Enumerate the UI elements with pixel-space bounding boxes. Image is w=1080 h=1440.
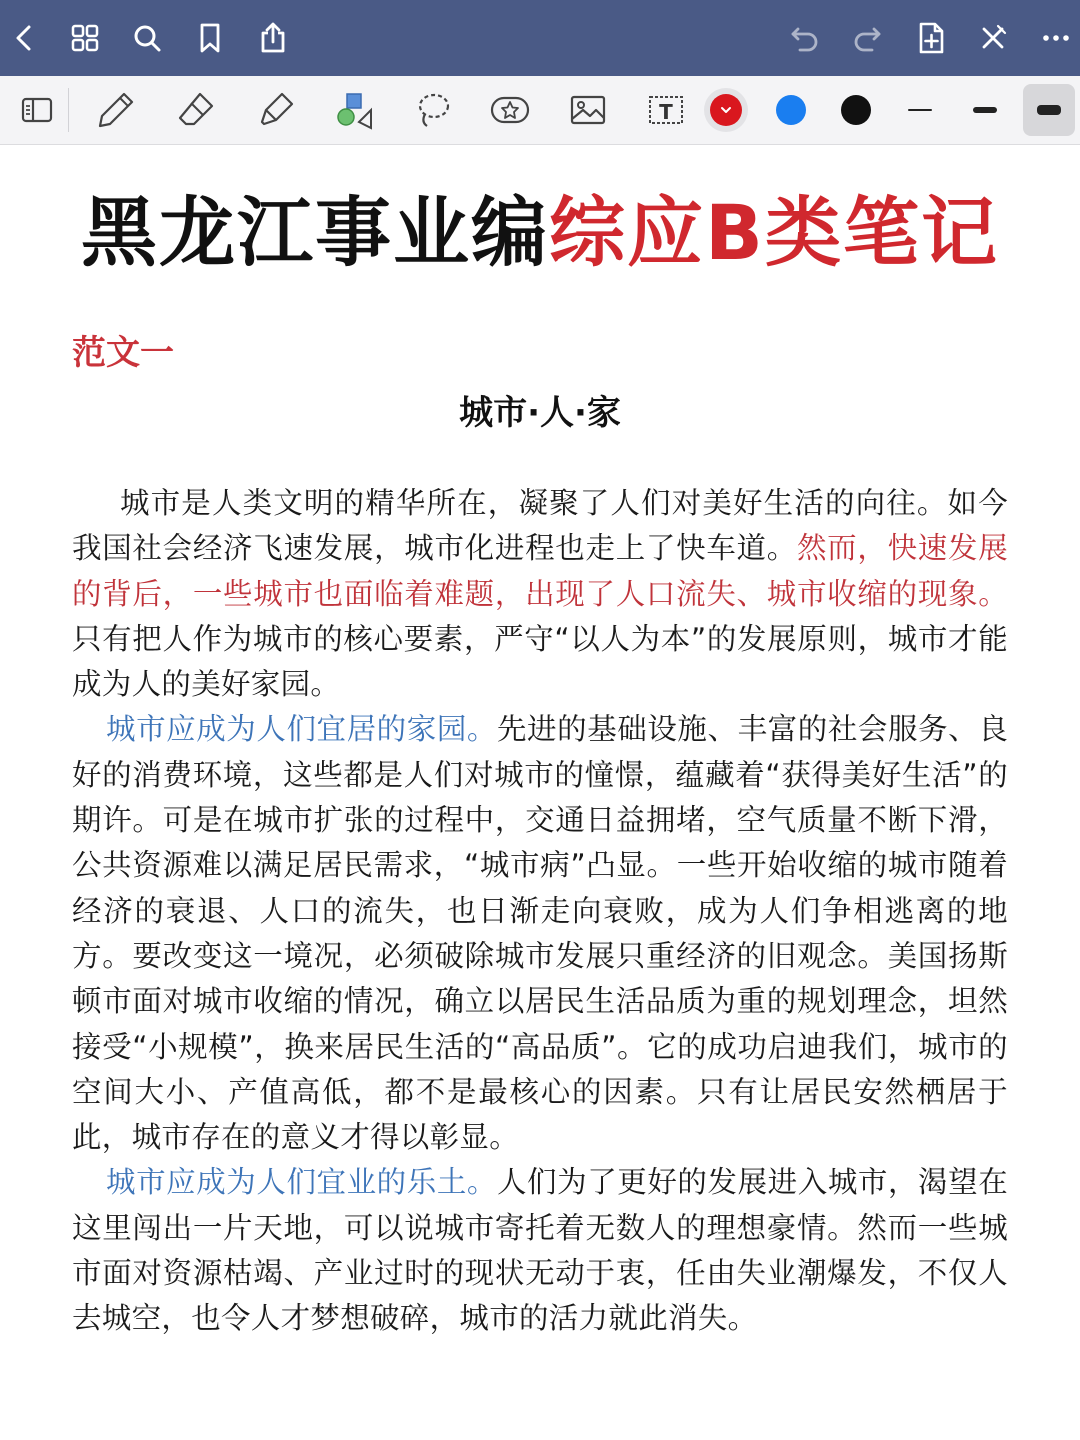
title-black-part: 黑龙江事业编 xyxy=(81,188,550,277)
lasso-tool[interactable] xyxy=(408,85,458,135)
color-red-swatch[interactable] xyxy=(710,94,742,126)
undo-button[interactable] xyxy=(781,14,829,62)
eraser-icon xyxy=(174,88,218,132)
highlighter-icon xyxy=(254,88,298,132)
toolbar-divider xyxy=(68,88,69,132)
add-page-icon xyxy=(914,21,948,55)
shapes-icon xyxy=(333,88,377,132)
pen-tool[interactable] xyxy=(91,85,141,135)
highlighter-tool[interactable] xyxy=(251,85,301,135)
sidebar-toggle-button[interactable] xyxy=(12,85,62,135)
eraser-tool[interactable] xyxy=(171,85,221,135)
close-pen-button[interactable] xyxy=(969,14,1017,62)
essay-body xyxy=(72,481,1008,1342)
text-box-tool[interactable] xyxy=(641,85,691,135)
stroke-thin[interactable] xyxy=(908,109,932,111)
paragraph-3 xyxy=(72,1160,1008,1341)
text-tool-glyph: T xyxy=(659,100,673,124)
add-page-button[interactable] xyxy=(907,14,955,62)
p1-text-a: 城市是人类文明的精华所在，凝聚了人们对美好生活的向往。如今我国社会经济飞速发展，城市化进程也走上了快车道。 xyxy=(72,486,1008,566)
close-pen-icon xyxy=(976,21,1010,55)
undo-icon xyxy=(788,21,822,55)
image-icon xyxy=(566,88,610,132)
redo-icon xyxy=(850,21,884,55)
chevron-down-icon xyxy=(710,94,742,126)
image-tool[interactable] xyxy=(563,85,613,135)
sticker-icon xyxy=(488,88,532,132)
redo-button[interactable] xyxy=(843,14,891,62)
bookmark-icon xyxy=(193,21,227,55)
title-red-part: 综应B类笔记 xyxy=(549,188,999,277)
p2-topic-blue: 城市应成为人们宜居的家园。 xyxy=(106,712,497,747)
color-blue-swatch[interactable] xyxy=(776,95,806,125)
pen-icon xyxy=(94,88,138,132)
document-page xyxy=(0,145,1080,1440)
share-icon xyxy=(256,21,290,55)
paragraph-2 xyxy=(72,707,1008,1160)
p3-topic-blue: 城市应成为人们宜业的乐土。 xyxy=(106,1165,497,1200)
p2-text: 先进的基础设施、丰富的社会服务、良好的消费环境，这些都是人们对城市的憧憬，蕴藏着“获得美好生活”的期许。可是在城市扩张的过程中，交通日益拥堵，空气质量不断下滑，公共资源难以满足居民需求，“城市病”凸显。一些开始收缩的城市随着经济的衰退、人口的流失，也日渐走向衰败，成为人们争相逃离的地方。要改变这一境况，必须破除城市发展只重经济的旧观念。美国扬斯顿市面对城市收缩的情况，确立以居民生活品质为重的规划理念，坦然接受“小规模”，换来居民生活的“高品质”。它的成功启迪我们，城市的空间大小、产值高低，都不是最核心的因素。只有让居民安然栖居于此，城市存在的意义才得以彰显。 xyxy=(72,712,1008,1155)
paragraph-1 xyxy=(72,481,1008,707)
sticker-tool[interactable] xyxy=(485,85,535,135)
back-button[interactable] xyxy=(0,14,48,62)
p1-text-b: 只有把人作为城市的核心要素，严守“以人为本”的发展原则，城市才能成为人的美好家园。 xyxy=(72,621,1008,702)
search-button[interactable] xyxy=(123,14,171,62)
p3-text: 人们为了更好的发展进入城市，渴望在这里闯出一片天地，可以说城市寄托着无数人的理想豪情。然而一些城市面对资源枯竭、产业过时的现状无动于衷，任由失业潮爆发，不仅人去城空，也令人才梦想破碎，城市的活力就此消失。 xyxy=(72,1165,1008,1336)
p1-highlight-red: 然而，快速发展的背后，一些城市也面临着难题，出现了人口流失、城市收缩的现象。 xyxy=(72,531,1008,611)
essay-title: 城市·人·家 xyxy=(459,393,621,433)
back-icon xyxy=(7,21,41,55)
text-box-icon xyxy=(644,88,688,132)
color-black-swatch[interactable] xyxy=(841,95,871,125)
more-icon xyxy=(1039,21,1073,55)
lasso-icon xyxy=(411,88,455,132)
sidebar-toggle-icon xyxy=(15,88,59,132)
stroke-thick xyxy=(1037,105,1061,115)
more-button[interactable] xyxy=(1032,14,1080,62)
shapes-tool[interactable] xyxy=(330,85,380,135)
grid-icon xyxy=(68,21,102,55)
bookmark-button[interactable] xyxy=(186,14,234,62)
drawing-toolbar xyxy=(0,76,1080,145)
share-button[interactable] xyxy=(249,14,297,62)
document-title xyxy=(0,187,1080,279)
stroke-medium[interactable] xyxy=(973,107,997,113)
section-label: 范文一 xyxy=(72,333,174,373)
search-icon xyxy=(130,21,164,55)
thumbnails-button[interactable] xyxy=(61,14,109,62)
top-navigation-bar xyxy=(0,0,1080,76)
